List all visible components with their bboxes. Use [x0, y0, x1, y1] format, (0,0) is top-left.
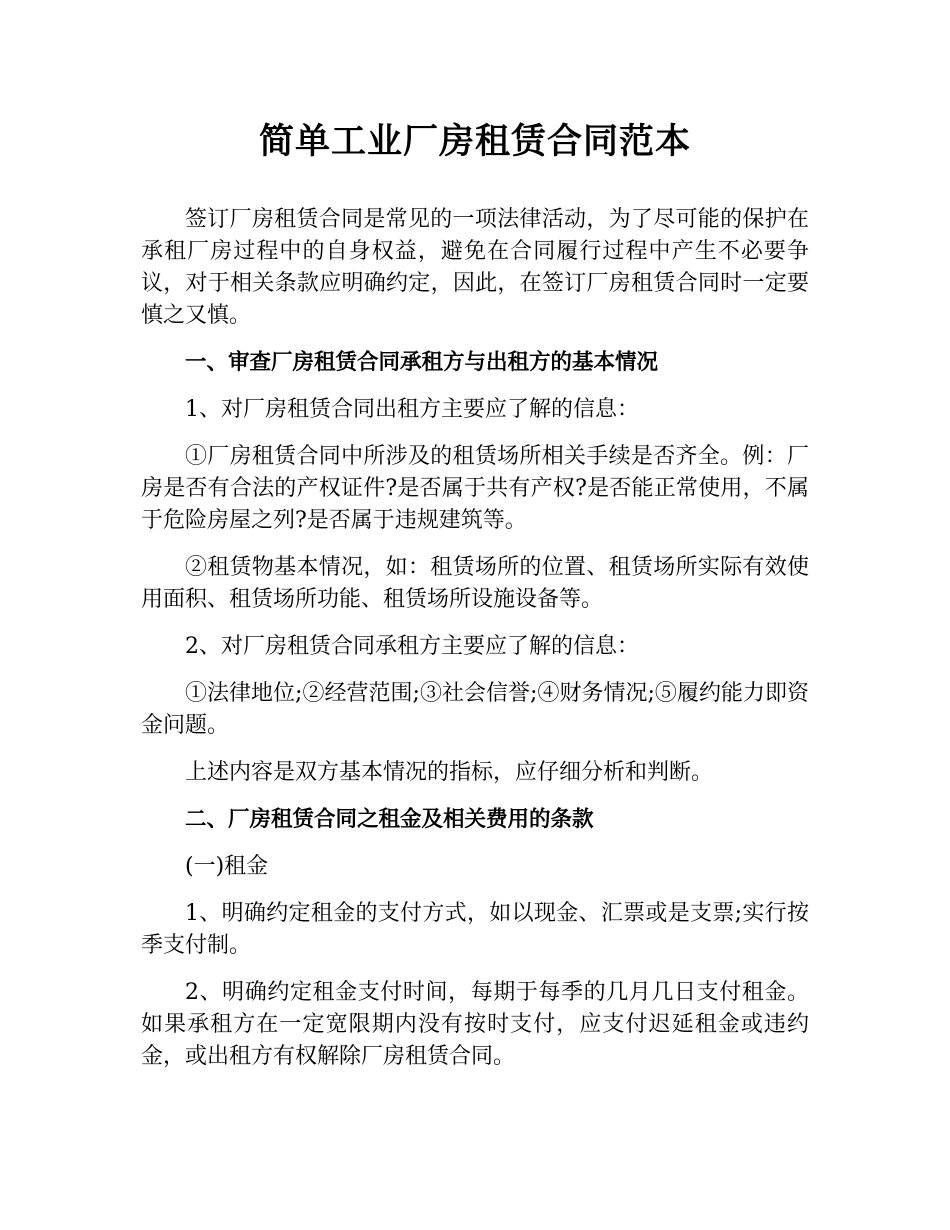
section-2-paragraph-1: 1、明确约定租金的支付方式，如以现金、汇票或是支票;实行按季支付制。: [141, 901, 809, 958]
section-1-summary: 上述内容是双方基本情况的指标，应仔细分析和判断。: [185, 760, 714, 785]
section-2-subheading-rent: (一)租金: [185, 854, 269, 879]
section-1-heading: 一、审查厂房租赁合同承租方与出租方的基本情况: [185, 350, 659, 375]
section-1-item-1: 1、对厂房租赁合同出租方主要应了解的信息：: [185, 397, 639, 422]
document-page: [141, 118, 809, 1073]
section-2-heading: 二、厂房租赁合同之租金及相关费用的条款: [185, 807, 594, 832]
intro-paragraph: 签订厂房租赁合同是常见的一项法律活动，为了尽可能的保护在承租厂房过程中的自身权益，避免在合同履行过程中产生不必要争议，对于相关条款应明确约定，因此，在签订厂房租赁合同时一定要慎之又慎。: [141, 207, 809, 328]
section-1-item-2: 2、对厂房租赁合同承租方主要应了解的信息：: [185, 634, 639, 659]
section-1-item-1-point-2: ②租赁物基本情况，如：租赁场所的位置、租赁场所实际有效使用面积、租赁场所功能、租赁场所设施设备等。: [141, 555, 809, 612]
document-title: 简单工业厂房租赁合同范本: [258, 122, 691, 162]
section-1-item-1-point-1: ①厂房租赁合同中所涉及的租赁场所相关手续是否齐全。例：厂房是否有合法的产权证件?是否属于共有产权?是否能正常使用，不属于危险房屋之列?是否属于违规建筑等。: [141, 444, 809, 533]
section-2-paragraph-2: 2、明确约定租金支付时间，每期于每季的几月几日支付租金。如果承租方在一定宽限期内没有按时支付，应支付迟延租金或违约金，或出租方有权解除厂房租赁合同。: [141, 980, 809, 1069]
section-1-item-2-point-1: ①法律地位;②经营范围;③社会信誉;④财务情况;⑤履约能力即资金问题。: [141, 681, 809, 738]
